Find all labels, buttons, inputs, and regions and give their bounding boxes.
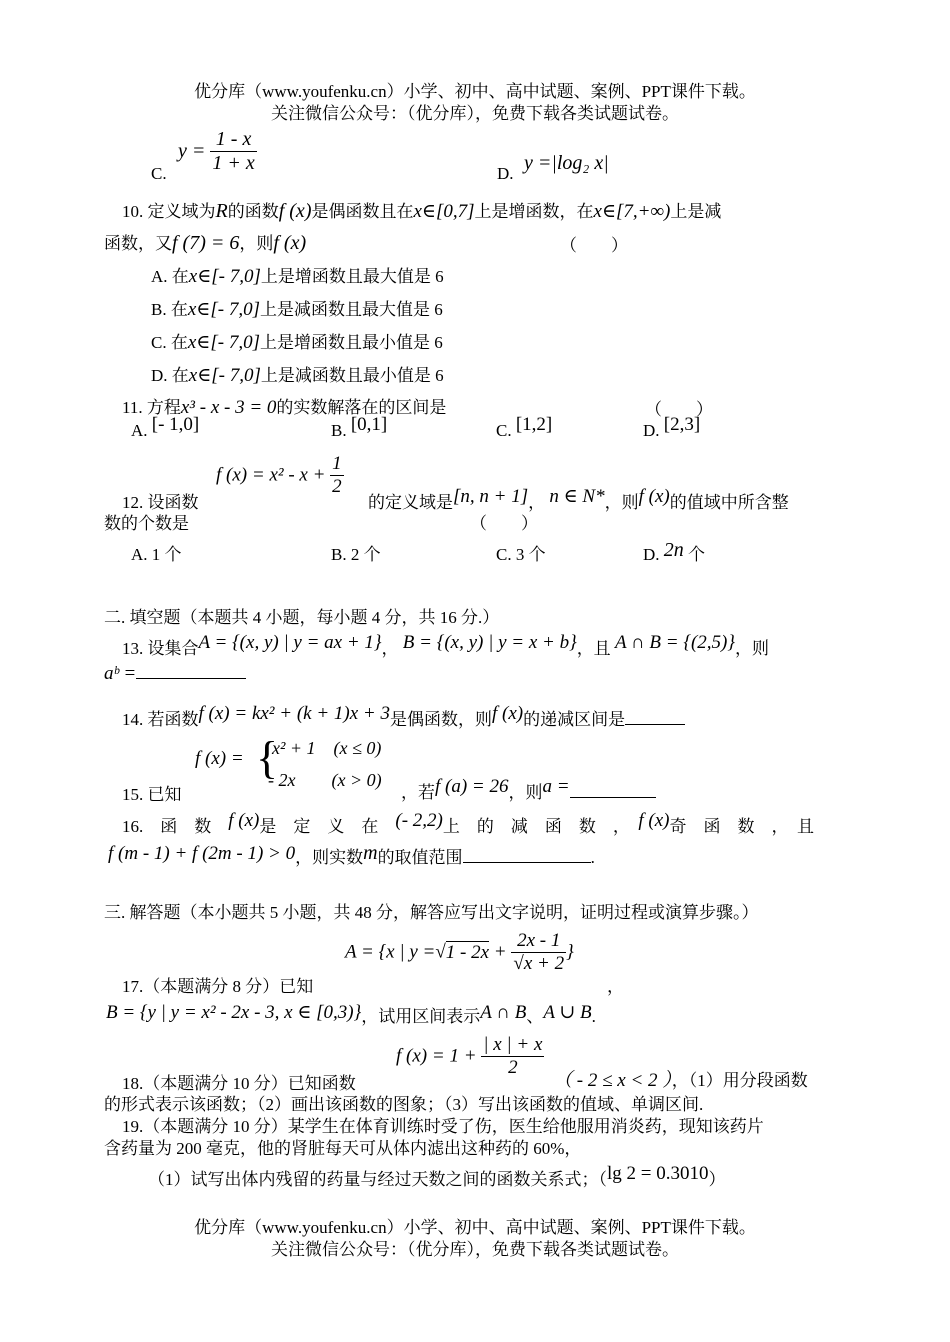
section-3-title: 三. 解答题（本小题共 5 小题，共 48 分，解答应写出文字说明，证明过程或演算步骤。） — [104, 903, 759, 922]
footer-line-1: 优分库（www.youfenku.cn）小学、初中、高中试题、案例、PPT课件下载。 — [194, 1218, 756, 1237]
q16-answer-blank[interactable] — [463, 848, 591, 863]
q14-question: 14. 若函数f (x) = kx² + (k + 1)x + 3是偶函数，则f (x)的递减区间是 — [122, 705, 685, 731]
q12-option-d: D. 2n 个 — [643, 539, 706, 564]
q10-answer-paren: （ ） — [560, 236, 628, 255]
q11-option-d: D. [2,3] — [643, 414, 701, 440]
q15-brace: { — [256, 732, 279, 783]
q9-option-d-expr: y =|log₂ x| — [524, 152, 609, 174]
q13-line-2: aᵇ = — [104, 660, 246, 685]
q12-line-2: 数的个数是 — [104, 514, 189, 533]
q18-line-2: 的形式表示该函数；（2）画出该函数的图象；（3）写出该函数的值域、单调区间. — [104, 1095, 704, 1114]
q12-option-c: C. 3 个 — [496, 545, 546, 564]
footer-line-2: 关注微信公众号：（优分库），免费下载各类试题试卷。 — [271, 1240, 679, 1259]
q10-option-b: B. 在x∈[- 7,0]上是减函数且最大值是 6 — [151, 299, 443, 320]
q15-label: 15. 已知 — [122, 785, 182, 804]
q18-function: f (x) = 1 + $\frac{| x | + x}{2}$ — [396, 1034, 543, 1078]
q11-question: 11. 方程x³ - x - 3 = 0的实数解落在的区间是 — [122, 397, 447, 418]
q12-option-a: A. 1 个 — [131, 545, 182, 564]
q15-piece-1: x² + 1 (x ≤ 0) — [272, 738, 382, 758]
q12-label: 12. 设函数 — [122, 493, 199, 512]
q11-option-a: A. [- 1,0] — [131, 414, 200, 440]
q12-function: f (x) = x² - x + $\frac{1}{2}$ — [216, 453, 342, 497]
q13-answer-blank[interactable] — [136, 660, 246, 679]
q12-answer-paren: （ ） — [470, 514, 538, 533]
q10-option-c: C. 在x∈[- 7,0]上是增函数且最小值是 6 — [151, 332, 443, 353]
q18-range: （ - 2 ≤ x < 2 ），（1）用分段函数 — [553, 1070, 808, 1091]
header-line-2: 关注微信公众号：（优分库），免费下载各类试题试卷。 — [271, 104, 679, 123]
q19-line-1: 19.（本题满分 10 分）某学生在体育训练时受了伤，医生给他服用消炎药，现知该药片 — [122, 1117, 764, 1136]
q16-line-2: f (m - 1) + f (2m - 1) > 0，则实数m的取值范围 . — [108, 842, 595, 867]
q18-label: 18.（本题满分 10 分）已知函数 — [122, 1074, 356, 1093]
q11-option-c: C. [1,2] — [496, 414, 553, 440]
q15-piece-2: - 2x (x > 0) — [268, 770, 382, 790]
q11-answer-paren: （ ） — [645, 400, 713, 419]
q17-line-2: B = {y | y = x² - 2x - 3, x ∈ [0,3)}，试用区间表示A ∩ B、A ∪ B. — [106, 1002, 596, 1026]
q17-label: 17.（本题满分 8 分）已知 — [122, 977, 314, 996]
q14-answer-blank[interactable] — [625, 710, 685, 725]
q17-set-a: A = {x | y =√1 - 2x + $\frac{2x - 1}{√x + 2}$ } — [345, 930, 574, 974]
q10-line-1: 10. 定义域为R的函数f (x)是偶函数且在x∈[0,7]上是增函数，在x∈[7,+∞)上是减 — [122, 200, 722, 222]
q15-question-rest: ，若f (a) = 26，则a = — [401, 778, 656, 804]
header-line-1: 优分库（www.youfenku.cn）小学、初中、高中试题、案例、PPT课件下载。 — [194, 82, 756, 101]
q19-line-3: （1）试写出体内残留的药量与经过天数之间的函数关系式；（lg 2 = 0.3010） — [148, 1163, 726, 1189]
section-2-title: 二. 填空题（本题共 4 小题，每小题 4 分，共 16 分.） — [104, 608, 500, 627]
q9-option-c-expr: y = $\frac{1 - x}{1 + x}$ — [178, 128, 255, 174]
q15-answer-blank[interactable] — [570, 783, 656, 798]
q10-line-2: 函数，又f (7) = 6，则f (x) — [104, 232, 307, 254]
q13-line-1: 13. 设集合A = {(x, y) | y = ax + 1}， B = {(x, y) | y = x + b}，且 A ∩ B = {(2,5)}，则 — [122, 632, 769, 658]
q11-option-b: B. [0,1] — [331, 414, 388, 440]
q9-option-d-label: D. — [497, 164, 514, 183]
q10-option-d: D. 在x∈[- 7,0]上是减函数且最小值是 6 — [151, 365, 444, 386]
q10-option-a: A. 在x∈[- 7,0]上是增函数且最大值是 6 — [151, 266, 444, 287]
q19-line-2: 含药量为 200 毫克，他的肾脏每天可从体内滤出这种药的 60%， — [104, 1139, 582, 1158]
q12-option-b: B. 2 个 — [331, 545, 381, 564]
q9-option-c-label: C. — [151, 164, 167, 183]
q15-function-label: f (x) = — [195, 748, 244, 769]
q16-line-1: 16. 函 数 f (x)是 定 义 在 (- 2,2)上 的 减 函 数 ， f (x)奇 函 数 ， 且 — [122, 810, 814, 836]
q17-comma: ， — [607, 977, 624, 996]
q12-line-1-rest: 的定义域是[n, n + 1]， n ∈ N*，则f (x)的值域中所含整 — [368, 486, 789, 512]
